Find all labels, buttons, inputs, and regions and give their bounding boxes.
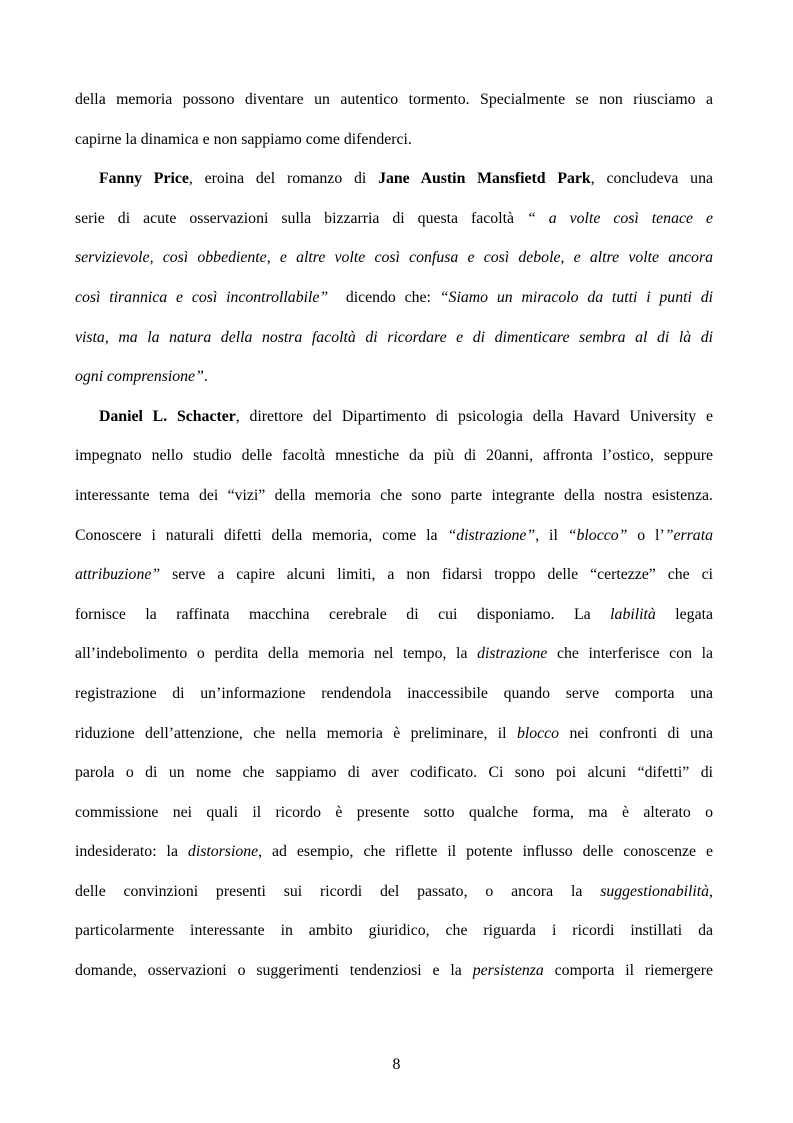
text-line: attribuzione” serve a capire alcuni limiti, a non fidarsi troppo delle “certezze” che ci xyxy=(75,566,713,584)
text-line: Daniel L. Schacter, direttore del Dipartimento di psicologia della Havard University e xyxy=(99,407,713,425)
text-line: fornisce la raffinata macchina cerebrale di cui disponiamo. La labilità legata xyxy=(75,605,713,623)
text-line: interessante tema dei “vizi” della memoria che sono parte integrante della nostra esistenza. xyxy=(75,486,713,504)
person-name: Daniel L. Schacter xyxy=(99,407,236,425)
text-line: servizievole, così obbediente, e altre volte così confusa e così debole, e altre volte ancora xyxy=(75,249,713,267)
text-line: così tirannica e così incontrollabile” dicendo che: “Siamo un miracolo da tutti i punti di xyxy=(75,288,713,306)
text-line: della memoria possono diventare un autentico tormento. Specialmente se non riusciamo a xyxy=(75,91,713,108)
text-line: parola o di un nome che sappiamo di aver codificato. Ci sono poi alcuni “difetti” di xyxy=(75,764,713,782)
text-line: Conoscere i naturali difetti della memoria, come la “distrazione”, il “blocco” o l’”errata xyxy=(75,526,713,544)
text-line: serie di acute osservazioni sulla bizzarria di questa facoltà “ a volte così tenace e xyxy=(75,209,713,227)
author-title: Jane Austin Mansfietd Park xyxy=(378,170,591,188)
text-line: commissione nei quali il ricordo è presente sotto qualche forma, ma è alterato o xyxy=(75,803,713,821)
text-line: capirne la dinamica e non sappiamo come difenderci. xyxy=(75,130,412,148)
text-line: all’indebolimento o perdita della memoria nel tempo, la distrazione che interferisce con la xyxy=(75,645,714,663)
text-line: delle convinzioni presenti sui ricordi del passato, o ancora la suggestionabilità, xyxy=(75,882,713,900)
text-line: impegnato nello studio delle facoltà mnestiche da più di 20anni, affronta l’ostico, seppure xyxy=(75,447,713,465)
text-line: ogni comprensione”. xyxy=(75,368,208,386)
text-line: domande, osservazioni o suggerimenti tendenziosi e la persistenza comporta il riemergere xyxy=(75,962,713,980)
text-line: registrazione di un’informazione rendendola inaccessibile quando serve comporta una xyxy=(75,684,713,702)
character-name: Fanny Price xyxy=(99,170,189,188)
text-line: particolarmente interessante in ambito giuridico, che riguarda i ricordi instillati da xyxy=(75,922,713,940)
page-number: 8 xyxy=(392,1056,401,1073)
text-line: vista, ma la natura della nostra facoltà di ricordare e di dimenticare sembra al di là di xyxy=(75,328,713,346)
document-page xyxy=(75,80,713,991)
text-line: indesiderato: la distorsione, ad esempio, che riflette il potente influsso delle conoscenze e xyxy=(75,843,714,861)
text-line: Fanny Price, eroina del romanzo di Jane Austin Mansfietd Park, concludeva una xyxy=(99,170,713,188)
text-line: riduzione dell’attenzione, che nella memoria è preliminare, il blocco nei confronti di una xyxy=(75,724,713,742)
